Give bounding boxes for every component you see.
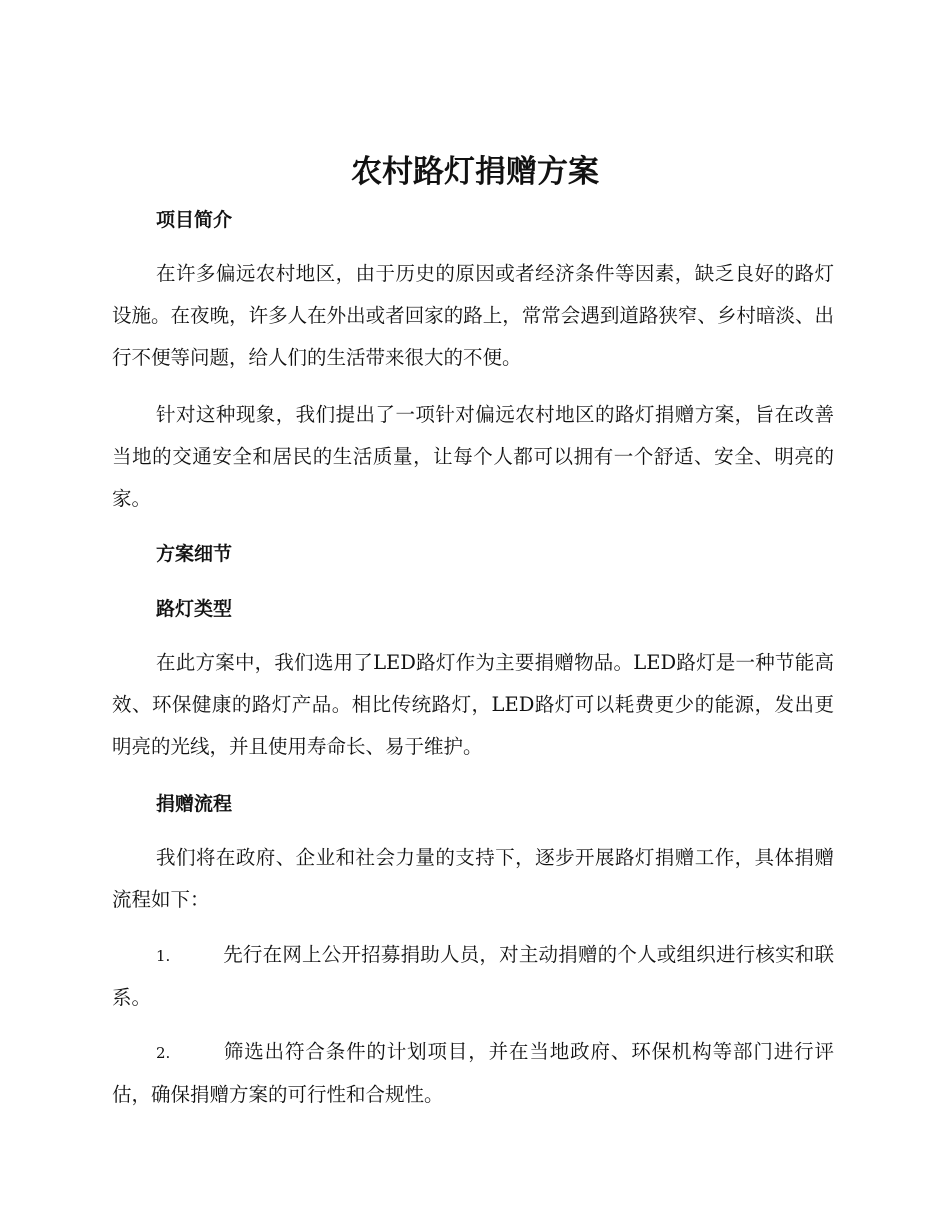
section-heading-process: 捐赠流程 (156, 793, 233, 815)
lamp-type-paragraph: 在此方案中，我们选用了LED路灯作为主要捐赠物品。LED路灯是一种节能高效、环保健康的路灯产品。相比传统路灯，LED路灯可以耗费更少的能源，发出更明亮的光线，并且使用寿命长、易于维护。 (112, 651, 834, 758)
list-item (112, 934, 834, 1019)
list-item-text: 先行在网上公开招募捐助人员，对主动捐赠的个人或组织进行核实和联系。 (112, 943, 834, 1009)
list-item-number: 1. (156, 947, 171, 965)
section-heading-lamp-type: 路灯类型 (156, 598, 233, 620)
list-item-text: 筛选出符合条件的计划项目，并在当地政府、环保机构等部门进行评估，确保捐赠方案的可行性和合规性。 (112, 1040, 834, 1106)
process-paragraph: 我们将在政府、企业和社会力量的支持下，逐步开展路灯捐赠工作，具体捐赠流程如下： (112, 846, 834, 911)
section-heading-intro: 项目简介 (156, 209, 233, 231)
section-heading-details: 方案细节 (156, 543, 233, 565)
intro-paragraph-1: 在许多偏远农村地区，由于历史的原因或者经济条件等因素，缺乏良好的路灯设施。在夜晚，许多人在外出或者回家的路上，常常会遇到道路狭窄、乡村暗淡、出行不便等问题，给人们的生活带来很大的不便。 (112, 262, 834, 369)
list-item-number: 2. (156, 1044, 171, 1062)
document-title: 农村路灯捐赠方案 (351, 154, 599, 190)
list-item (112, 1031, 834, 1116)
intro-paragraph-2: 针对这种现象，我们提出了一项针对偏远农村地区的路灯捐赠方案，旨在改善当地的交通安全和居民的生活质量，让每个人都可以拥有一个舒适、安全、明亮的家。 (112, 403, 834, 510)
